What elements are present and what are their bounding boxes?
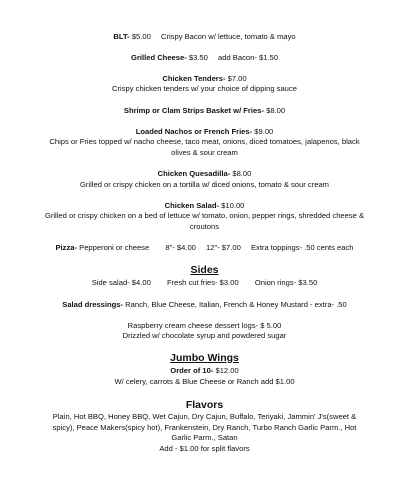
sides-row: [0, 278, 409, 289]
dessert-line-1: Raspberry cream cheese dessert logs- $ 5.00: [127, 321, 282, 330]
wings-description: W/ celery, carrots & Blue Cheese or Ranch add $1.00: [114, 377, 295, 386]
item-description: Chips or Fries topped w/ nacho cheese, taco meat, onions, diced tomatoes, jalapenos, black olives & sour cream: [49, 137, 360, 157]
item-price: $7.00: [227, 74, 247, 83]
menu-item-shrimp-clam: [0, 106, 409, 117]
item-name: Grilled Cheese-: [131, 53, 187, 62]
pizza-size-12: 12"- $7.00: [206, 243, 241, 252]
menu-item-blt: [0, 32, 409, 43]
menu-item-pizza: [0, 243, 409, 254]
flavors-heading: Flavors: [185, 399, 224, 411]
item-name: BLT-: [113, 32, 130, 41]
item-description: Crispy Bacon w/ lettuce, tomato & mayo: [160, 32, 296, 41]
menu-item-grilled-cheese: [0, 53, 409, 64]
item-price: $8.00: [266, 106, 286, 115]
menu-item-chicken-salad: [0, 201, 409, 212]
item-description: Grilled or crispy chicken on a bed of lettuce w/ tomato, onion, pepper rings, shredded cheese & croutons: [44, 211, 365, 231]
dressings-list: Ranch, Blue Cheese, Italian, French & Honey Mustard - extra- .50: [125, 300, 347, 309]
fresh-cut-fries: Fresh cut fries- $3.00: [166, 278, 239, 287]
item-price: $5.00: [131, 32, 151, 41]
sides-heading: Sides: [190, 264, 219, 276]
onion-rings: Onion rings- $3.50: [254, 278, 318, 287]
flavors-list: Plain, Hot BBQ, Honey BBQ, Wet Cajun, Dry Cajun, Buffalo, Teriyaki, Jammin' J's(sweet & spicy), Peace Makers(spicy hot), Frankenstein, Dry Ranch, Turbo Ranch Garlic Parm., Hot Garlic Parm., Satan: [52, 412, 357, 442]
item-price: $10.00: [221, 201, 245, 210]
item-price: $8.00: [232, 169, 252, 178]
wings-order: [0, 366, 409, 377]
item-description: Grilled or crispy chicken on a tortilla w/ diced onions, tomato & sour cream: [79, 180, 329, 189]
item-description: Crispy chicken tenders w/ your choice of dipping sauce: [112, 84, 297, 93]
flavors-split-note: Add - $1.00 for split flavors: [159, 444, 250, 453]
item-addon: add Bacon- $1.50: [218, 53, 278, 62]
item-price: $3.50: [188, 53, 208, 62]
pizza-extra-toppings: Extra toppings- .50 cents each: [250, 243, 354, 252]
side-salad: Side salad- $4.00: [91, 278, 151, 287]
item-name: Loaded Nachos or French Fries-: [135, 127, 253, 136]
pizza-size-8: 8"- $4.00: [165, 243, 196, 252]
dessert-line-2: Drizzled w/ chocolate syrup and powdered sugar: [122, 331, 287, 340]
item-name: Chicken Salad-: [164, 201, 220, 210]
item-name: Pizza-: [55, 243, 77, 252]
wings-order-price: $12.00: [215, 366, 239, 375]
item-description: Pepperoni or cheese: [79, 243, 150, 252]
salad-dressings: [0, 300, 409, 311]
item-price: $9.00: [254, 127, 274, 136]
item-name: Chicken Tenders-: [162, 74, 226, 83]
menu-item-chicken-tenders: [0, 74, 409, 85]
item-name: Shrimp or Clam Strips Basket w/ Fries-: [123, 106, 264, 115]
menu-item-quesadilla: [0, 169, 409, 180]
item-name: Chicken Quesadilla-: [157, 169, 231, 178]
wings-heading: Jumbo Wings: [170, 352, 239, 364]
menu-item-nachos-fries: [0, 127, 409, 138]
wings-order-label: Order of 10-: [170, 366, 214, 375]
dressings-label: Salad dressings-: [62, 300, 124, 309]
